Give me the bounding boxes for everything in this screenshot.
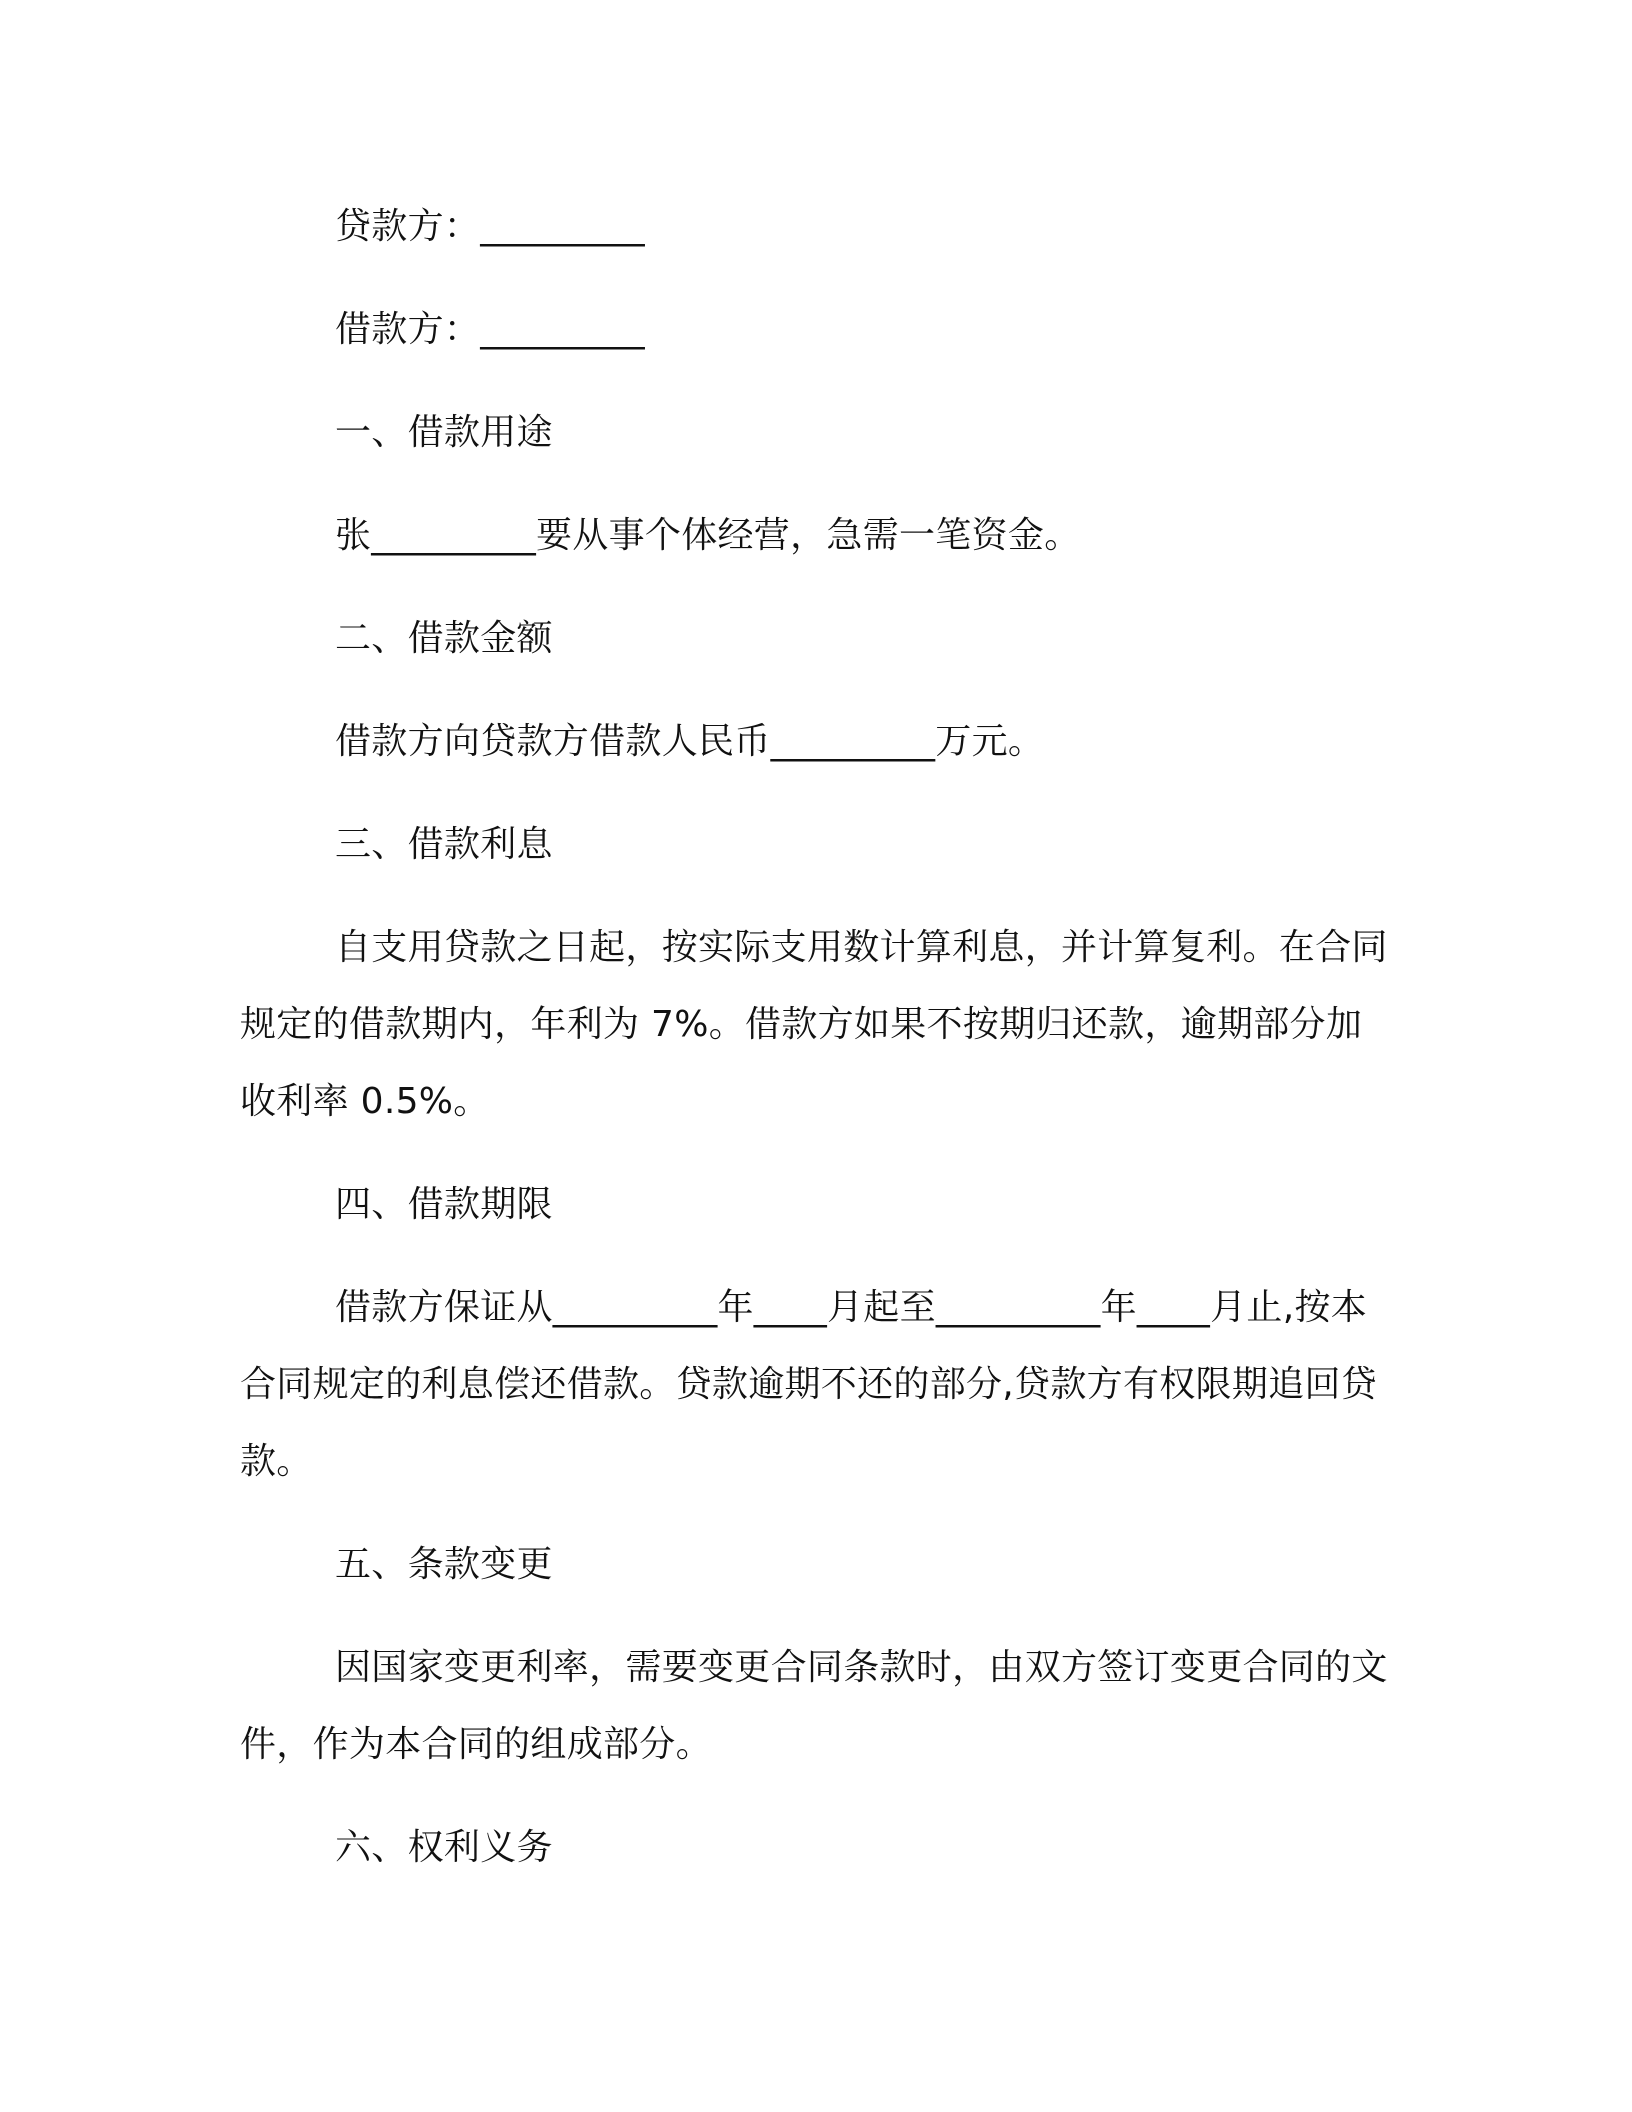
section-heading-interest: 三、借款利息 — [335, 824, 553, 865]
amount-paragraph: 借款方向贷款方借款人民币_________万元。 — [335, 721, 1045, 762]
interest-paragraph: 自支用贷款之日起，按实际支用数计算利息，并计算复利。在合同规定的借款期内，年利为 7%。借款方如果不按期归还款，逾期部分加收利率 0.5%。 — [240, 927, 1388, 1122]
section-heading-rights: 六、权利义务 — [335, 1827, 553, 1868]
lender-line: 贷款方：_________ — [335, 206, 645, 247]
section-heading-purpose: 一、借款用途 — [335, 412, 553, 453]
purpose-paragraph: 张_________要从事个体经营，急需一笔资金。 — [335, 515, 1081, 556]
section-heading-change: 五、条款变更 — [335, 1544, 553, 1585]
section-heading-amount: 二、借款金额 — [335, 618, 553, 659]
section-heading-term: 四、借款期限 — [335, 1184, 553, 1225]
borrower-line: 借款方：_________ — [335, 309, 645, 350]
document-body — [240, 188, 1390, 1912]
term-paragraph: 借款方保证从_________年____月起至_________年____月止,按本合同规定的利息偿还借款。贷款逾期不还的部分,贷款方有权限期追回贷款。 — [240, 1287, 1378, 1482]
change-paragraph: 因国家变更利率，需要变更合同条款时，由双方签订变更合同的文件，作为本合同的组成部分。 — [240, 1647, 1388, 1765]
